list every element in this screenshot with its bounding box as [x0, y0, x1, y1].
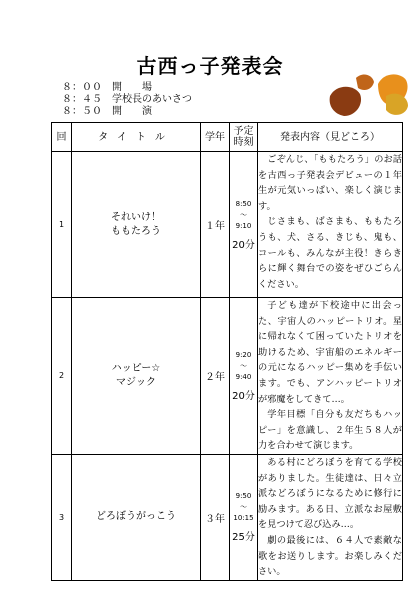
row-time — [230, 454, 258, 580]
brown-leaf-icon — [330, 87, 361, 116]
row-tilde: ～ — [240, 361, 247, 370]
row-start: 8:50 — [235, 199, 252, 208]
row-desc — [258, 152, 403, 298]
small-leaf-icon — [356, 75, 374, 90]
row-desc-p2: じさまも、ばさまも、ももたろうも、犬、さる、きじも、鬼も、コールも、みんなが主役！きらきらに輝く舞台での姿をぜひごらんください。 — [258, 216, 402, 290]
row-duration: 25分 — [232, 532, 255, 544]
header-grade: 学年 — [201, 123, 230, 152]
header-time-line1: 予定 — [233, 126, 254, 137]
page-title: 古西っ子発表会 — [136, 54, 284, 78]
header-no: 回 — [52, 123, 72, 152]
schedule-time: ８：００ — [62, 82, 102, 93]
row-desc — [258, 298, 403, 455]
schedule-time: ８：４５ — [62, 94, 102, 105]
table-header-row — [52, 123, 403, 152]
schedule-item — [62, 94, 192, 106]
schedule-item — [62, 106, 192, 118]
row-tilde: ～ — [240, 210, 247, 219]
row-tilde: ～ — [240, 503, 247, 512]
row-desc-p1: ある村にどろぼうを育てる学校がありました。生徒達は、日々立派などろぼうになるために修行に励みます。ある日、立派なお屋敷を見つけて忍び込み…。 — [258, 456, 402, 531]
row-title-line1: それいけ！ — [111, 211, 161, 223]
row-no: 1 — [52, 152, 72, 298]
row-title — [72, 298, 201, 455]
row-title-line2: マジック — [116, 376, 156, 388]
row-no: 2 — [52, 298, 72, 455]
row-end: 10:15 — [233, 514, 254, 523]
row-grade: ３年 — [201, 454, 230, 580]
row-duration: 20分 — [232, 239, 255, 251]
header-time — [230, 123, 258, 152]
row-desc-p1: 子ども達が下校途中に出会った、宇宙人のハッピートリオ。星に帰れなくて困っていたトリオを助けるため、宇宙船のエネルギーの元になるハッピー集めを手伝います。でも、アンハッピートリオが邪魔をしてきて…。 — [258, 300, 402, 405]
row-desc-p2: 劇の最後には、６４人で素敵な歌をお送りします。お楽しみください。 — [258, 534, 402, 578]
schedule-time: ８：５０ — [62, 106, 102, 117]
header-desc: 発表内容（見どころ） — [258, 123, 403, 152]
schedule-label: 開 演 — [112, 106, 152, 117]
row-time — [230, 152, 258, 298]
header-time-line2: 時刻 — [233, 137, 254, 148]
row-start: 9:20 — [235, 350, 252, 359]
row-title-line1: ハッピー☆ — [111, 362, 161, 374]
schedule-item — [62, 82, 192, 94]
row-no: 3 — [52, 454, 72, 580]
row-end: 9:10 — [235, 221, 252, 230]
table-row — [52, 152, 403, 298]
table-row — [52, 298, 403, 455]
schedule — [62, 82, 192, 118]
schedule-label: 開 場 — [112, 82, 152, 93]
row-end: 9:40 — [235, 372, 252, 381]
table-row — [52, 454, 403, 580]
row-grade: １年 — [201, 152, 230, 298]
row-desc-p2: 学年目標「自分も友だちもハッピー」を意識し、２年生５８人が力を合わせて演じます。 — [258, 409, 402, 452]
row-title-line1: どろぼうがっこう — [96, 511, 176, 523]
row-time — [230, 298, 258, 455]
row-desc — [258, 454, 403, 580]
program-table — [51, 122, 403, 581]
gold-leaf-icon — [386, 94, 408, 115]
row-desc-p1: ごぞんじ、「ももたろう」のお話を古西っ子発表会デビューの１年生が元気いっぱい、楽しく演じます。 — [258, 154, 402, 212]
row-grade: ２年 — [201, 298, 230, 455]
header-title: タイトル — [72, 123, 201, 152]
row-title-line2: ももたろう — [111, 225, 161, 237]
autumn-leaves-illustration — [326, 70, 410, 120]
schedule-label: 学校長のあいさつ — [112, 94, 192, 105]
row-duration: 20分 — [232, 390, 255, 402]
row-title — [72, 454, 201, 580]
row-start: 9:50 — [235, 492, 252, 501]
row-title — [72, 152, 201, 298]
